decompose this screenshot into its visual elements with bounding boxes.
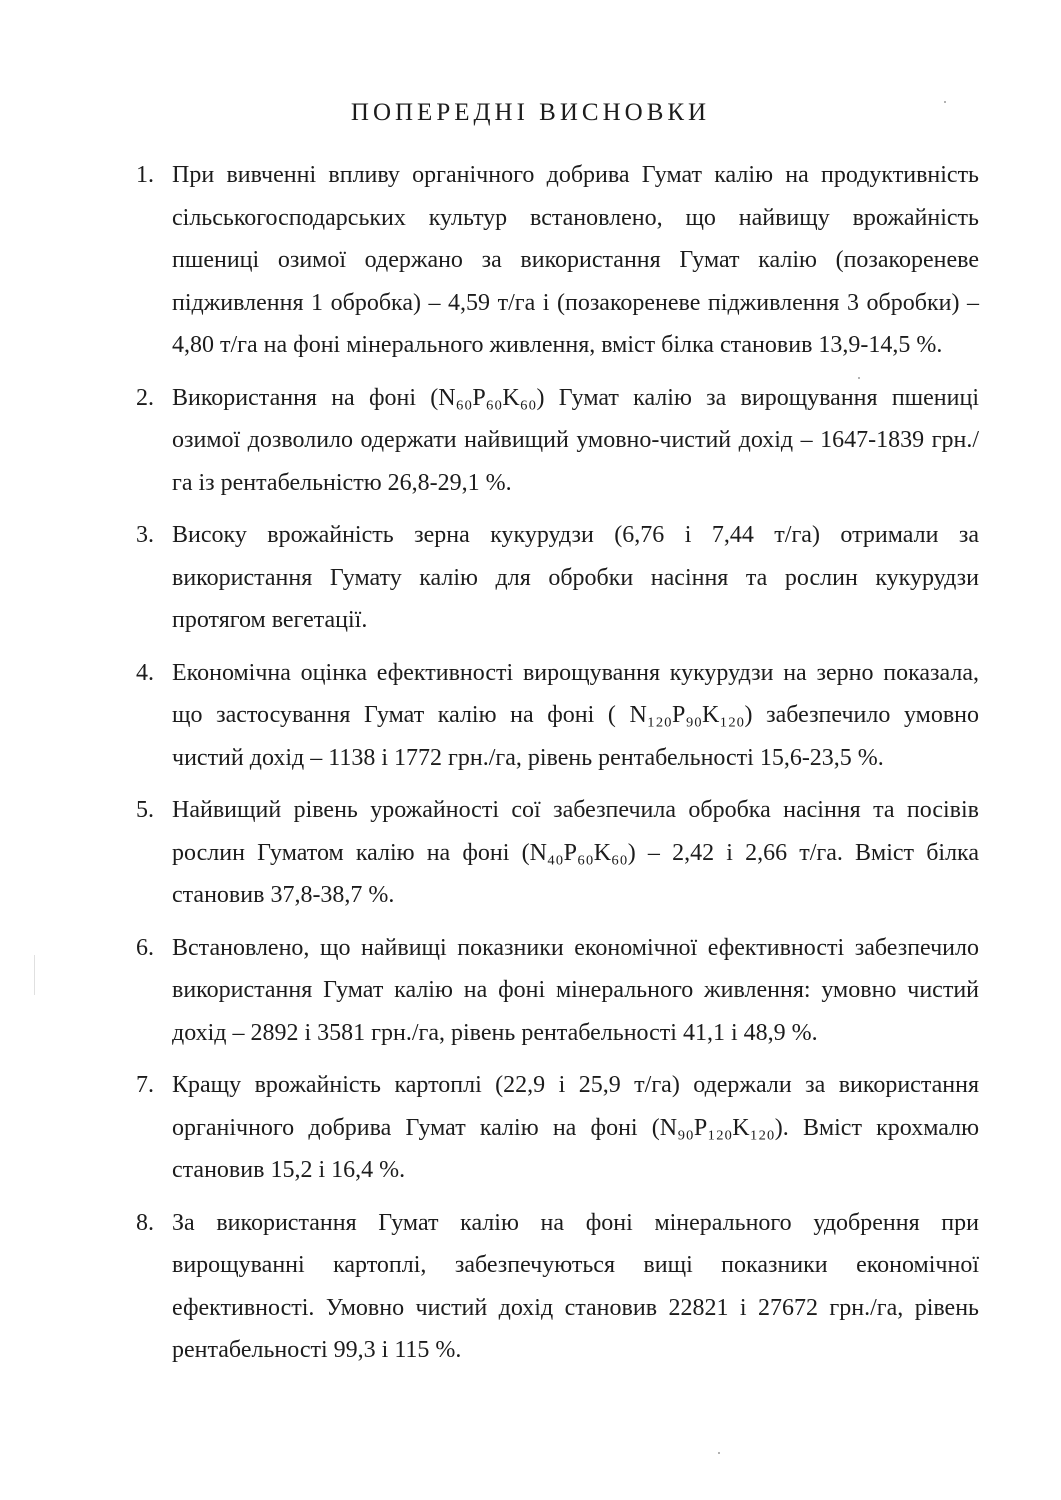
item-text: Встановлено, що найвищі показники економічної ефективності забезпечило використання Гумат калію на фоні мінерального живлення: умовно чистий дохід – 2892 і 3581 грн./га, рівень рентабельності 41,1 і 48,9 %.: [172, 934, 979, 1046]
scan-speck: [858, 377, 860, 379]
list-item: [0, 1202, 1061, 1372]
item-number: 8.: [136, 1209, 154, 1236]
scan-speck: [944, 101, 946, 103]
item-number: 3.: [136, 522, 154, 548]
list-item: [0, 377, 1061, 505]
item-text: Кращу врожайність картоплі (22,9 і 25,9 т/га) одержали за використання органічного добрива Гумат калію на фоні (N₉₀P₁₂₀K₁₂₀). Вміст крохмалю становив 15,2 і 16,4 %.: [172, 1072, 979, 1183]
item-text: Найвищий рівень урожайності сої забезпечила обробка насіння та посівів рослин Гуматом калію на фоні (N₄₀P₆₀K₆₀) – 2,42 і 2,66 т/га. Вміст білка становив 37,8-38,7 %.: [172, 797, 979, 908]
list-item: [0, 1064, 1061, 1192]
item-text: При вивченні впливу органічного добрива Гумат калію на продуктивність сільськогосподарських культур встановлено, що найвищу врожайність пшениці озимої одержано за використання Гумат калію (позакореневе підживлення 1 обробка) – 4,59 т/га і (позакореневе підживлення 3 обробки) – 4,80 т/га на фоні мінерального живлення, вміст білка становив 13,9-14,5 %.: [172, 162, 979, 358]
list-item: [0, 927, 1061, 1055]
list-item: [0, 514, 1061, 642]
item-text: Економічна оцінка ефективності вирощування кукурудзи на зерно показала, що застосування Гумат калію на фоні ( N₁₂₀P₉₀K₁₂₀) забезпечило умовно чистий дохід – 1138 і 1772 грн./га, рівень рентабельності 15,6-23,5 %.: [172, 659, 979, 771]
item-number: 6.: [136, 934, 154, 961]
item-text: Високу врожайність зерна кукурудзи (6,76 і 7,44 т/га) отримали за використання Гумату калію для обробки насіння та рослин кукурудзи протягом вегетації.: [172, 522, 979, 633]
scan-speck: [718, 1452, 720, 1454]
item-number: 7.: [136, 1072, 154, 1098]
item-number: 1.: [136, 162, 154, 188]
item-text: За використання Гумат калію на фоні мінерального удобрення при вирощуванні картоплі, забезпечуються вищі показники економічної ефективності. Умовно чистий дохід становив 22821 і 27672 грн./га, рівень рентабельності 99,3 і 115 %.: [172, 1209, 979, 1363]
list-item: [0, 652, 1061, 780]
item-number: 5.: [136, 797, 154, 823]
list-item: [0, 154, 1061, 367]
list-item: [0, 789, 1061, 917]
item-number: 4.: [136, 659, 154, 686]
scan-edge-mark: [34, 955, 35, 995]
item-number: 2.: [136, 384, 154, 411]
page-title: ПОПЕРЕДНІ ВИСНОВКИ: [350, 99, 711, 126]
item-text: Використання на фоні (N₆₀P₆₀K₆₀) Гумат калію за вирощування пшениці озимої дозволило одержати найвищий умовно-чистий дохід – 1647-1839 грн./га із рентабельністю 26,8-29,1 %.: [172, 384, 979, 496]
conclusions-list: [0, 154, 1061, 1372]
